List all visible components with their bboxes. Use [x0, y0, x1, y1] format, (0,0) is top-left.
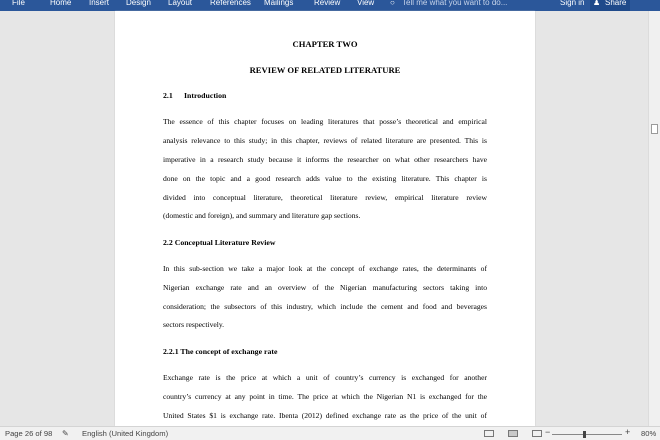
paragraph-line: analysis relevance to this study; in this chapter, reviews of related literature are presented. This is [163, 136, 487, 145]
section-heading-exchange-rate: 2.2.1 The concept of exchange rate [163, 347, 278, 356]
status-bar [0, 426, 660, 440]
document-page[interactable] [115, 11, 535, 426]
proofing-icon[interactable]: ✎ [62, 429, 69, 438]
scrollbar-thumb[interactable] [651, 124, 658, 134]
tab-references[interactable]: References [210, 0, 251, 7]
print-layout-icon[interactable] [508, 430, 518, 437]
section-title: Introduction [184, 91, 227, 100]
section-number: 2.1 [163, 91, 173, 100]
chapter-title: CHAPTER TWO [292, 39, 358, 49]
chapter-subtitle: REVIEW OF RELATED LITERATURE [249, 65, 401, 75]
section-heading-conceptual: 2.2 Conceptual Literature Review [163, 238, 276, 247]
paragraph-line: Nigerian exchange rate and an overview of the Nigerian manufacturing sectors taking into [163, 283, 487, 292]
zoom-out-button[interactable]: − [545, 427, 551, 437]
paragraph-line: (domestic and foreign), and summary and literature gap sections. [163, 211, 361, 220]
person-icon: ♟ [593, 0, 601, 7]
tab-insert[interactable]: Insert [89, 0, 110, 7]
tab-file[interactable]: File [12, 0, 25, 7]
paragraph-line: done on the topic and a good research adds value to the existing literature. This chapter is [163, 174, 487, 183]
paragraph-line: divided into conceptual literature, theoretical literature review, empirical literature review [163, 193, 487, 202]
zoom-in-button[interactable]: + [625, 427, 631, 437]
tab-design[interactable]: Design [126, 0, 151, 7]
paragraph-line: country’s currency at any point in time. The price at which the Nigerian N1 is exchanged for the [163, 392, 487, 401]
tab-view[interactable]: View [357, 0, 375, 7]
ribbon-tab-bar [0, 0, 660, 11]
section-heading-introduction [163, 91, 226, 100]
paragraph-line: consideration; the subsectors of this industry, which include the cement and food and beverages [163, 302, 487, 311]
share-button[interactable] [590, 0, 630, 11]
share-label: Share [605, 0, 627, 7]
paragraph-line: imperative in a research study because it informs the researcher on what other researchers have [163, 155, 487, 164]
paragraph-line: In this sub-section we take a major look at the concept of exchange rates, the determinants of [163, 264, 487, 273]
paragraph-line: The essence of this chapter focuses on leading literatures that posse’s theoretical and empirical [163, 117, 487, 126]
zoom-level[interactable]: 80% [641, 429, 657, 438]
page-count[interactable]: Page 26 of 98 [5, 429, 53, 438]
document-area [0, 11, 648, 426]
lightbulb-icon: ○ [390, 0, 395, 7]
paragraph-line: sectors respectively. [163, 320, 225, 329]
zoom-slider-thumb[interactable] [583, 431, 586, 438]
tab-home[interactable]: Home [50, 0, 72, 7]
zoom-slider[interactable] [552, 434, 622, 435]
paragraph-line: United States $1 is exchange rate. Ibenta (2012) defined exchange rate as the price of the unit of [163, 411, 487, 420]
tell-me-search[interactable]: Tell me what you want to do... [402, 0, 508, 7]
tab-review[interactable]: Review [314, 0, 341, 7]
web-layout-icon[interactable] [532, 430, 542, 437]
tab-layout[interactable]: Layout [168, 0, 193, 7]
tab-mailings[interactable]: Mailings [264, 0, 294, 7]
vertical-scrollbar[interactable] [648, 11, 660, 426]
language-indicator[interactable]: English (United Kingdom) [82, 429, 169, 438]
read-mode-icon[interactable] [484, 430, 494, 437]
paragraph-line: Exchange rate is the price at which a unit of country’s currency is exchanged for another [163, 373, 487, 382]
sign-in-link[interactable]: Sign in [560, 0, 585, 7]
